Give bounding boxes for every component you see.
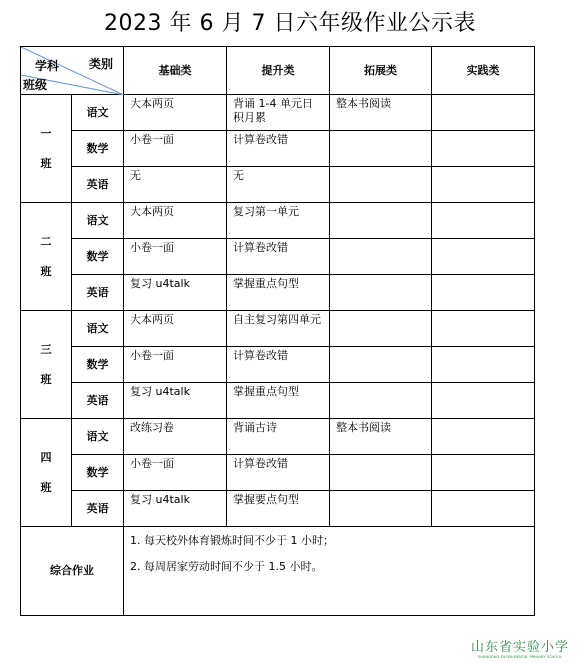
homework-advanced-cell: 复习第一单元 <box>227 203 330 239</box>
homework-basic-cell: 无 <box>124 167 227 203</box>
class-name-cell <box>21 419 72 527</box>
homework-practice-cell <box>432 491 535 527</box>
subject-english-cell: 英语 <box>72 167 124 203</box>
homework-practice-cell <box>432 275 535 311</box>
class-name-cell <box>21 95 72 203</box>
class-name-cell <box>21 203 72 311</box>
school-logo-english: SHANDONG EXPERIMENTAL PRIMARY SCHOOL <box>477 655 563 659</box>
homework-basic-cell: 小卷一面 <box>124 347 227 383</box>
subject-chinese-cell: 语文 <box>72 95 124 131</box>
school-logo <box>470 636 570 659</box>
class-name-bottom: 班 <box>40 156 52 170</box>
homework-practice-cell <box>432 455 535 491</box>
table-row <box>21 491 535 527</box>
subject-chinese-cell: 语文 <box>72 203 124 239</box>
table-row <box>21 455 535 491</box>
homework-practice-cell <box>432 311 535 347</box>
homework-extension-cell: 整本书阅读 <box>330 95 432 131</box>
class-name-top: 四 <box>40 450 52 464</box>
class-name-top: 一 <box>40 126 52 140</box>
homework-practice-cell <box>432 203 535 239</box>
homework-practice-cell <box>432 347 535 383</box>
homework-extension-cell: 整本书阅读 <box>330 419 432 455</box>
homework-advanced-cell: 掌握要点句型 <box>227 491 330 527</box>
corner-header-cell <box>21 47 124 95</box>
homework-basic-cell: 复习 u4talk <box>124 275 227 311</box>
homework-basic-cell: 复习 u4talk <box>124 491 227 527</box>
table-row <box>21 95 535 131</box>
general-homework-item: 1. 每天校外体育锻炼时间不少于 1 小时； <box>130 534 334 547</box>
homework-extension-cell <box>330 167 432 203</box>
school-logo-text: 山东省实验小学 <box>470 640 569 655</box>
corner-category-label: 类别 <box>88 57 113 71</box>
subject-math-cell: 数学 <box>72 131 124 167</box>
homework-extension-cell <box>330 311 432 347</box>
page-title: 2023 年 6 月 7 日六年级作业公示表 <box>104 11 476 36</box>
subject-math-cell: 数学 <box>72 347 124 383</box>
subject-english-cell: 英语 <box>72 275 124 311</box>
table-row <box>21 419 535 455</box>
homework-advanced-cell: 计算卷改错 <box>227 455 330 491</box>
subject-chinese-cell: 语文 <box>72 419 124 455</box>
column-header-basic: 基础类 <box>124 47 227 95</box>
homework-advanced-cell: 背诵 1-4 单元日积月累 <box>227 95 330 131</box>
subject-math-cell: 数学 <box>72 455 124 491</box>
general-homework-row <box>21 527 535 616</box>
class-name-bottom: 班 <box>40 264 52 278</box>
homework-extension-cell <box>330 491 432 527</box>
general-homework-label: 综合作业 <box>21 527 124 616</box>
table-row <box>21 347 535 383</box>
homework-extension-cell <box>330 203 432 239</box>
class-name-top: 三 <box>40 342 52 356</box>
homework-practice-cell <box>432 95 535 131</box>
homework-advanced-cell: 背诵古诗 <box>227 419 330 455</box>
homework-extension-cell <box>330 131 432 167</box>
table-row <box>21 383 535 419</box>
homework-extension-cell <box>330 347 432 383</box>
homework-advanced-cell: 计算卷改错 <box>227 239 330 275</box>
homework-practice-cell <box>432 419 535 455</box>
homework-extension-cell <box>330 383 432 419</box>
general-homework-content <box>124 527 535 616</box>
homework-basic-cell: 小卷一面 <box>124 239 227 275</box>
homework-practice-cell <box>432 131 535 167</box>
table-row <box>21 167 535 203</box>
table-row <box>21 275 535 311</box>
homework-basic-cell: 小卷一面 <box>124 455 227 491</box>
homework-basic-cell: 大本两页 <box>124 203 227 239</box>
homework-basic-cell: 大本两页 <box>124 311 227 347</box>
subject-english-cell: 英语 <box>72 383 124 419</box>
homework-practice-cell <box>432 167 535 203</box>
homework-advanced-cell: 计算卷改错 <box>227 131 330 167</box>
subject-math-cell: 数学 <box>72 239 124 275</box>
homework-practice-cell <box>432 239 535 275</box>
homework-advanced-cell: 自主复习第四单元 <box>227 311 330 347</box>
subject-english-cell: 英语 <box>72 491 124 527</box>
class-name-bottom: 班 <box>40 480 52 494</box>
column-header-practice: 实践类 <box>432 47 535 95</box>
table-row <box>21 239 535 275</box>
homework-extension-cell <box>330 239 432 275</box>
homework-basic-cell: 大本两页 <box>124 95 227 131</box>
homework-extension-cell <box>330 455 432 491</box>
homework-table <box>20 46 535 616</box>
class-name-bottom: 班 <box>40 372 52 386</box>
column-header-extension: 拓展类 <box>330 47 432 95</box>
homework-practice-cell <box>432 383 535 419</box>
homework-advanced-cell: 无 <box>227 167 330 203</box>
header-row <box>21 47 535 95</box>
homework-advanced-cell: 掌握重点句型 <box>227 383 330 419</box>
homework-advanced-cell: 掌握重点句型 <box>227 275 330 311</box>
subject-chinese-cell: 语文 <box>72 311 124 347</box>
corner-class-label: 班级 <box>23 78 48 92</box>
general-homework-item: 2. 每周居家劳动时间不少于 1.5 小时。 <box>130 560 323 573</box>
homework-basic-cell: 小卷一面 <box>124 131 227 167</box>
table-row <box>21 311 535 347</box>
column-header-advanced: 提升类 <box>227 47 330 95</box>
homework-extension-cell <box>330 275 432 311</box>
class-name-cell <box>21 311 72 419</box>
table-row <box>21 203 535 239</box>
homework-advanced-cell: 计算卷改错 <box>227 347 330 383</box>
homework-basic-cell: 改练习卷 <box>124 419 227 455</box>
table-row <box>21 131 535 167</box>
homework-basic-cell: 复习 u4talk <box>124 383 227 419</box>
corner-subject-label: 学科 <box>35 59 60 73</box>
class-name-top: 二 <box>40 234 52 248</box>
